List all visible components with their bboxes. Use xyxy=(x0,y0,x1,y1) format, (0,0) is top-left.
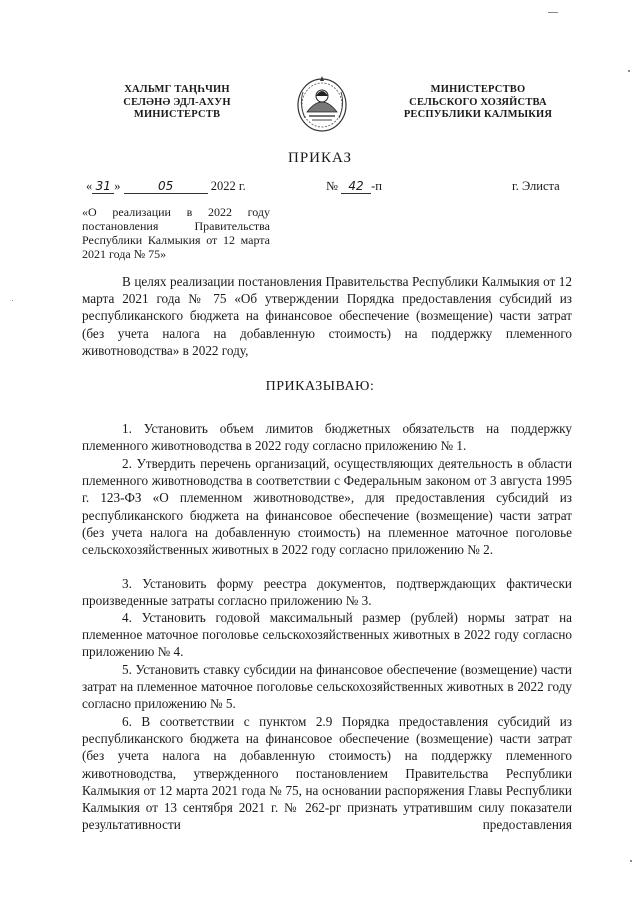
document-title: ПРИКАЗ xyxy=(288,150,352,166)
order-item-5: 5. Установить ставку субсидии на финансовое обеспечение (возмещение) части затрат на племенное маточное поголовье сельскохозяйственных животных в 2022 году согласно приложению № 5. xyxy=(82,662,572,712)
order-item-1: 1. Установить объем лимитов бюджетных обязательств на поддержку племенного животноводства в 2022 году согласно приложению № 1. xyxy=(82,421,572,454)
order-date: « 31 » 05 2022 г. xyxy=(86,179,246,193)
ministry-name-russian-line-3: РЕСПУБЛИКИ КАЛМЫКИЯ xyxy=(403,109,553,120)
scan-speck xyxy=(548,12,558,13)
order-subject: «О реализации в 2022 году постановления Правительства Республики Калмыкия от 12 марта 2021 года № 75» xyxy=(82,205,270,261)
order-item-3: 3. Установить форму реестра документов, подтверждающих фактически произведенные затраты согласно приложению № 3. xyxy=(82,576,572,609)
date-day: 31 xyxy=(92,179,114,194)
number-suffix: -п xyxy=(371,179,382,193)
preamble-paragraph: В целях реализации постановления Правительства Республики Калмыкия от 12 марта 2021 года № 75 «Об утверждении Порядка предоставления субсидий из республиканского бюджета на финансовое обеспечение (возмещение) части затрат (без учета налога на добавленную стоимость) на поддержку племенного животноводства» в 2022 году, xyxy=(82,274,572,358)
order-item-2: 2. Утвердить перечень организаций, осуществляющих деятельность в области племенного животноводства в соответствии с Федеральным законом от 3 августа 1995 г. 123-ФЗ «О племенном животноводстве», для предоставления субсидий из республиканского бюджета на финансовое обеспечение (возмещение) части затрат (без учета налога на добавленную стоимость) на племенное маточное поголовье сельскохозяйственных животных в 2022 году согласно приложению № 2. xyxy=(82,456,572,558)
scan-speck xyxy=(628,70,630,72)
ministry-name-kalmyk-line-3: МИНИСТЕРСТВ xyxy=(133,109,221,120)
date-month: 05 xyxy=(124,179,208,194)
order-heading: ПРИКАЗЫВАЮ: xyxy=(265,379,375,394)
ministry-name-russian-line-1: МИНИСТЕРСТВО xyxy=(430,84,526,95)
ministry-name-russian xyxy=(388,84,568,122)
order-number xyxy=(326,179,382,194)
number-value: 42 xyxy=(341,179,371,194)
coat-of-arms-emblem xyxy=(295,72,349,134)
city: г. Элиста xyxy=(512,179,560,193)
order-item-4: 4. Установить годовой максимальный размер (рублей) нормы затрат на племенное маточное поголовье сельскохозяйственных животных в 2022 году согласно приложению № 4. xyxy=(82,610,572,660)
ministry-name-kalmyk-line-1: ХАЛЬМГ ТАҢҺЧИН xyxy=(124,84,230,95)
date-year: 2022 г. xyxy=(210,179,246,193)
ministry-name-russian-line-2: СЕЛЬСКОГО ХОЗЯЙСТВА xyxy=(409,96,547,108)
scan-speck xyxy=(630,860,632,862)
scan-speck xyxy=(12,300,13,301)
ministry-name-kalmyk xyxy=(102,84,252,122)
number-label: № xyxy=(326,179,338,193)
order-item-6: 6. В соответствии с пунктом 2.9 Порядка предоставления субсидий из республиканского бюджета на финансовое обеспечение (возмещение) части затрат (без учета налога на добавленную стоимость) на поддержку племенного животноводства, утвержденного постановлением Правительства Республики Калмыкия от 12 марта 2021 года № 75, на основании распоряжения Главы Республики Калмыкия от 13 сентября 2021 г. № 262-рг признать утратившим силу показатели результативности предоставления xyxy=(82,714,572,833)
ministry-name-kalmyk-line-2: СЕЛӘНӘ ЭДЛ-АХУН xyxy=(123,96,231,108)
